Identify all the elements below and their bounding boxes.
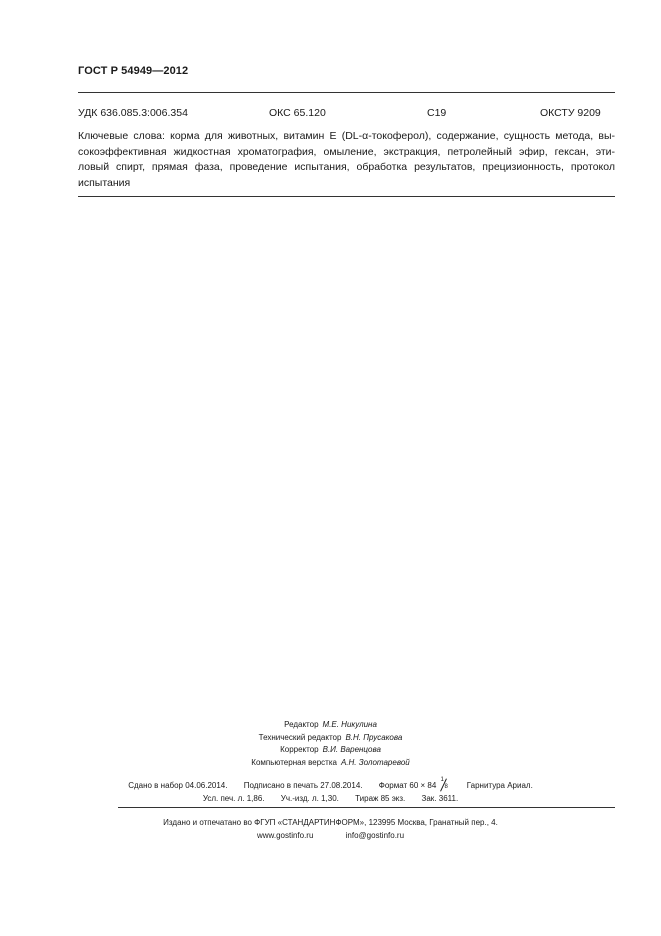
keywords-line: Ключевые слова: корма для животных, витамин Е (DL-α-токоферол), содержание, сущность метода, вы- [78,130,615,142]
format-fraction: 1 8 [440,777,448,790]
printer-contacts [0,829,661,842]
divider-keywords [78,196,615,197]
submitted-date: Сдано в набор 04.06.2014. [128,781,228,790]
website-link[interactable]: www.gostinfo.ru [256,831,314,840]
okstu-code: ОКСТУ 9209 [540,107,601,119]
order-number: Зак. 3611. [421,794,459,803]
keywords-paragraph [78,129,615,191]
layout-name: А.Н. Золотаревой [340,757,410,767]
circulation: Тираж 85 экз. [355,794,406,803]
keywords-line: испытания [78,176,131,189]
credits-block [0,719,661,769]
keywords-line: ловый спирт, прямая фаза, проведение испытания, обработка результатов, прецизионность, протокол [78,161,615,173]
signed-date: Подписано в печать 27.08.2014. [243,781,363,790]
standard-number: ГОСТ Р 54949—2012 [78,65,189,77]
publishing-sheets: Уч.-изд. л. 1,30. [280,794,339,803]
corrector-name: В.И. Варенцова [322,745,381,754]
publication-line-2 [0,794,661,803]
typeface: Гарнитура Ариал. [466,781,533,790]
divider-bottom [118,807,615,808]
printer-block [0,816,661,842]
printer-address: Издано и отпечатано во ФГУП «СТАНДАРТИНФОРМ», 123995 Москва, Гранатный пер., 4. [163,818,498,827]
editor-label: Редактор [284,720,319,729]
oks-code: ОКС 65.120 [269,107,326,119]
layout-credit [0,757,661,770]
tech-editor-label: Технический редактор [258,732,342,742]
category-code: С19 [427,107,447,119]
udk-code: УДК 636.085.3:006.354 [78,107,188,119]
tech-editor-name: В.Н. Прусакова [345,732,403,742]
corrector-label: Корректор [280,745,319,754]
editor-credit [0,719,661,732]
publication-line-1 [0,777,661,790]
layout-label: Компьютерная верстка [251,757,337,767]
editor-name: М.Е. Никулина [322,720,377,729]
tech-editor-credit [0,732,661,745]
corrector-credit [0,744,661,757]
divider-top [78,92,615,93]
print-sheets: Усл. печ. л. 1,86. [202,794,265,803]
email-link[interactable]: info@gostinfo.ru [345,831,405,840]
paper-format: Формат 60 × 84 1 8 [379,781,453,790]
keywords-line: сокоэффективная жидкостная хроматография, омыление, экстракция, петролейный эфир, гексан, эти- [78,145,615,158]
